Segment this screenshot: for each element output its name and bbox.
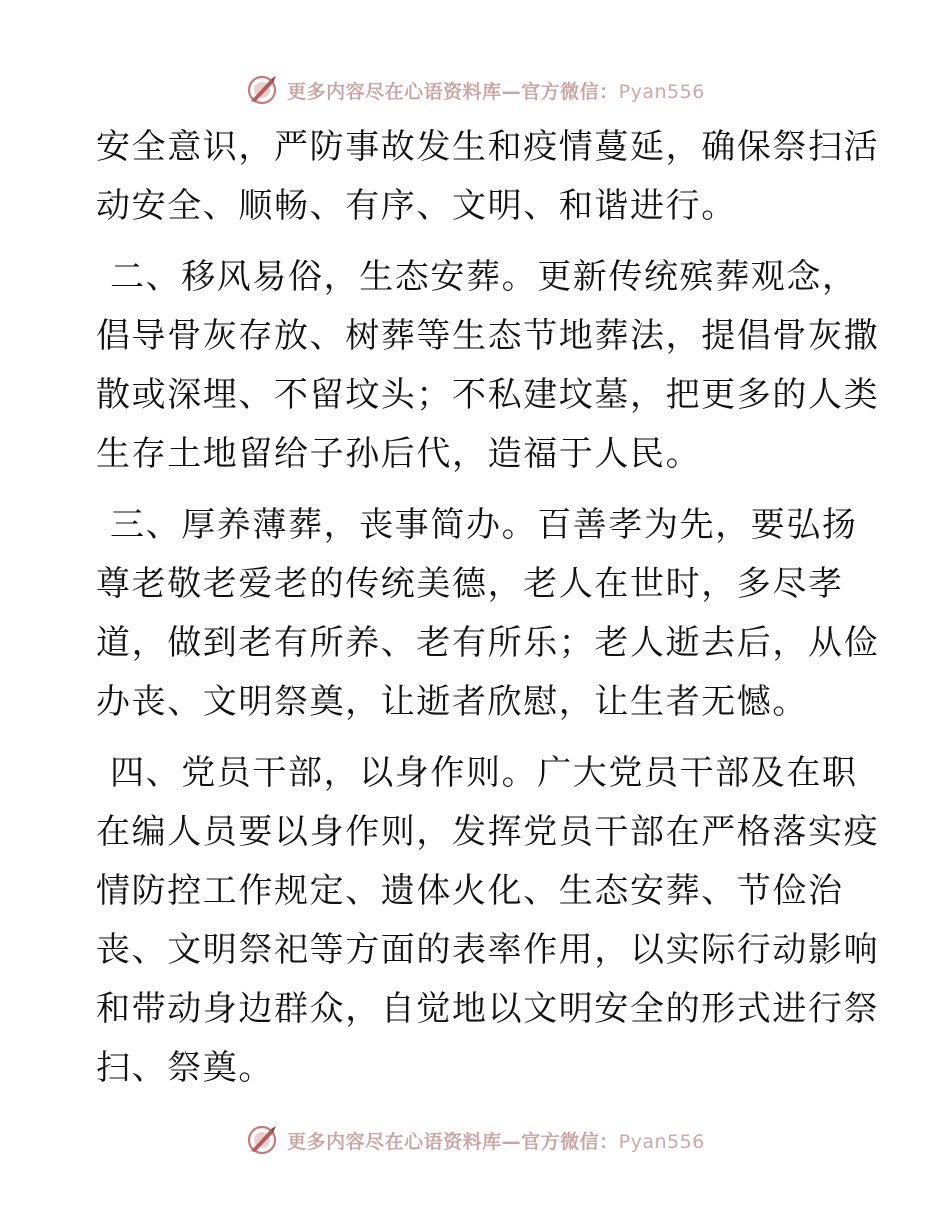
text-line: 丧、文明祭祀等方面的表率作用，以实际行动影响	[96, 930, 880, 970]
feather-seal-icon	[245, 1123, 279, 1157]
footer-watermark	[0, 1120, 950, 1160]
text-line: 办丧、文明祭奠，让逝者欣慰，让生者无憾。	[96, 682, 808, 722]
text-line: 在编人员要以身作则，发挥党员干部在严格落实疫	[96, 812, 880, 852]
watermark-main-text: 更多内容尽在心语资料库—官方微信：	[287, 80, 619, 103]
document-body	[96, 118, 880, 1110]
section-heading-line: 二、移风易俗，生态安葬。更新传统殡葬观念，	[110, 257, 858, 297]
text-line: 和带动身边群众，自觉地以文明安全的形式进行祭	[96, 989, 880, 1029]
text-line: 动安全、顺畅、有序、文明、和谐进行。	[96, 186, 737, 226]
text-line: 道，做到老有所养、老有所乐；老人逝去后，从俭	[96, 623, 880, 663]
paragraph-continuation	[96, 118, 880, 236]
text-line: 扫、祭奠。	[96, 1048, 274, 1088]
text-line: 情防控工作规定、遗体火化、生态安葬、节俭治	[96, 871, 844, 911]
header-watermark	[0, 70, 950, 110]
text-line: 倡导骨灰存放、树葬等生态节地葬法，提倡骨灰撒	[96, 316, 880, 356]
watermark-wechat-id: Pyan556	[618, 80, 705, 103]
feather-seal-icon	[245, 73, 279, 107]
paragraph-section-3	[96, 496, 880, 732]
watermark-text	[287, 77, 705, 104]
text-line: 生存土地留给子孙后代，造福于人民。	[96, 434, 702, 474]
paragraph-section-2	[96, 248, 880, 484]
watermark-wechat-id: Pyan556	[618, 1130, 705, 1153]
paragraph-section-4	[96, 744, 880, 1098]
watermark-text	[287, 1127, 705, 1154]
watermark-main-text: 更多内容尽在心语资料库—官方微信：	[287, 1130, 619, 1153]
section-heading-line: 三、厚养薄葬，丧事简办。百善孝为先，要弘扬	[110, 505, 858, 545]
text-line: 散或深埋、不留坟头；不私建坟墓，把更多的人类	[96, 375, 880, 415]
text-line: 安全意识，严防事故发生和疫情蔓延，确保祭扫活	[96, 127, 880, 167]
text-line: 尊老敬老爱老的传统美德，老人在世时，多尽孝	[96, 564, 844, 604]
section-heading-line: 四、党员干部，以身作则。广大党员干部及在职	[110, 753, 858, 793]
